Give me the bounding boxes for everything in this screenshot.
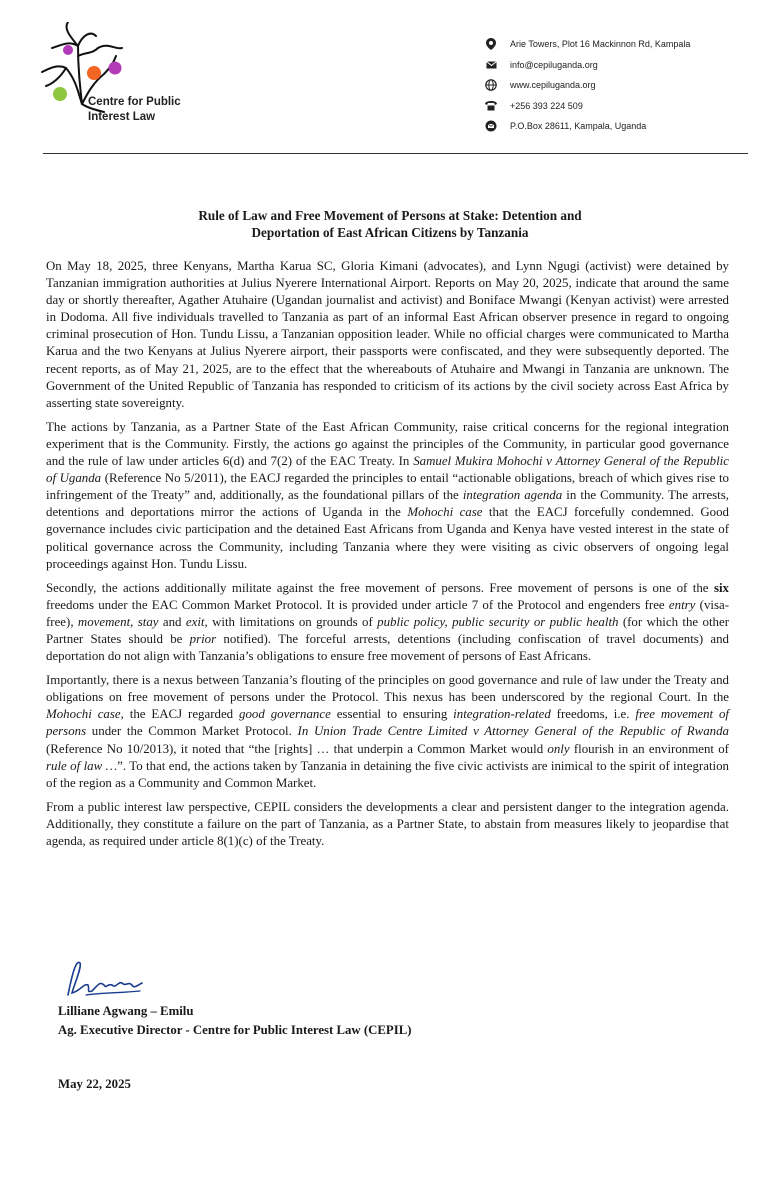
- term-rule-of-law: rule of law …: [46, 758, 118, 773]
- p2-text-c: (Reference No 5/2011), the EACJ regarded the principles to entail “actionable obligations, breach of which gives rise to infringement of the Treaty” and, additionally, as the foundational pillars of the: [46, 471, 729, 503]
- term-good-governance: good governance: [239, 707, 331, 722]
- p3-text-e: (visa-free),: [46, 597, 729, 629]
- p3-text-a: Secondly, the actions additionally militate against the free movement of persons. Free movement of persons is one of the: [46, 580, 714, 595]
- contact-address-text: Arie Towers, Plot 16 Mackinnon Rd, Kampala: [510, 39, 691, 50]
- term-mohochi-case: Mohochi case: [407, 505, 483, 520]
- p3-text-k: (for which the other Partner States should be: [46, 614, 729, 646]
- contact-email-text[interactable]: info@cepiluganda.org: [510, 59, 598, 70]
- document-date: May 22, 2025: [58, 1077, 131, 1091]
- term-integration-agenda: integration agenda: [462, 488, 563, 503]
- paragraph-4: [46, 672, 729, 792]
- document-title-line1: Rule of Law and Free Movement of Persons at Stake: Detention and: [198, 208, 582, 223]
- contact-address: [485, 34, 690, 55]
- case-name-union-trade: In Union Trade Centre Limited v Attorney General of the Republic of Rwanda: [297, 724, 729, 739]
- mailbox-icon: [485, 120, 497, 132]
- contact-block: [485, 34, 690, 137]
- case-name-mohochi: Samuel Mukira Mohochi v Attorney General of the Republic of Uganda: [46, 454, 729, 486]
- contact-pobox: [485, 116, 690, 137]
- handwritten-signature: [58, 955, 148, 1001]
- p2-text-e: in the Community. The arrests, detentions and deportations mirror the actions of Uganda in the: [46, 488, 729, 520]
- document-title-line2: Deportation of East African Citizens by Tanzania: [251, 225, 529, 240]
- term-mohochi-case-2: Mohochi case: [46, 707, 121, 722]
- term-prior: prior: [189, 631, 217, 646]
- signatory-role: Ag. Executive Director - Centre for Public Interest Law (CEPIL): [58, 1023, 412, 1037]
- p2-text-g: that the EACJ forcefully condemned. Good governance includes civic participation and the detained East Africans from Uganda and Kenya have vested interest in the state of political governance across the Community, including Tanzania where they were visiting as civic observers of ongoing legal proceedings against Hon. Tundu Lissu.: [46, 505, 729, 571]
- term-six: six: [713, 580, 729, 595]
- org-name-line1: Centre for Public: [88, 96, 181, 108]
- location-pin-icon: [485, 38, 497, 50]
- term-public-policy: public policy, public security or public health: [377, 614, 619, 629]
- term-free-movement: free movement of persons: [46, 707, 730, 739]
- p4-text-c: , the EACJ regarded: [120, 707, 240, 722]
- term-exit: exit: [185, 614, 205, 629]
- p4-text-m: flourish in an environment of: [569, 741, 729, 756]
- paragraph-2: [46, 419, 729, 573]
- document-title: [60, 207, 720, 241]
- document-body: [46, 258, 729, 857]
- contact-website-text[interactable]: www.cepiluganda.org: [510, 80, 596, 91]
- p4-text-k: (Reference No 10/2013), it noted that “the [rights] … that underpin a Common Market would: [46, 741, 548, 756]
- contact-pobox-text: P.O.Box 28611, Kampala, Uganda: [510, 121, 647, 132]
- p3-text-m: notified). The forceful arrests, detentions (including confiscation of travel documents) and deportation do not align with Tanzania’s obligations to ensure free movement of persons of East Africans.: [46, 631, 729, 664]
- contact-phone-text: +256 393 224 509: [510, 100, 583, 111]
- p2-text-a: The actions by Tanzania, as a Partner State of the East African Community, raise critical concerns for the regional integration experiment that is the Community. Firstly, the actions go against the principles of the Community, in particular good governance and the rule of law under articles 6(d) and 7(2) of the EAC Treaty. In: [46, 419, 729, 469]
- signatory-name: Lilliane Agwang – Emilu: [58, 1004, 194, 1018]
- paragraph-1: On May 18, 2025, three Kenyans, Martha Karua SC, Gloria Kimani (advocates), and Lynn Ngugi (activist) were detained by Tanzanian immigration authorities at Julius Nyerere International Airport. Reports on May 20, 2025, indicate that around the same day or shortly thereafter, Agather Atuhaire (Ugandan journalist and activist) and Boniface Mwangi (Kenyan activist) were arrested in Dodoma. All five individuals travelled to Tanzania as part of an informal East African observer presence in regard to ongoing criminal prosecution of Hon. Tundu Lissu, a Tanzanian opposition leader. While no official charges were communicated to Martha Karua and the two Kenyans at Julius Nyerere airport, their passports were confiscated, and they were subsequently deported. The recent reports, as of May 21, 2025, are to the effect that the whereabouts of Atuhaire and Mwangi in Tanzania are unknown. The Government of the United Republic of Tanzania has responded to criticism of its actions by the civil society across East Africa by asserting state sovereignty.: [46, 259, 729, 410]
- email-icon: [485, 59, 497, 71]
- p4-text-g: freedoms, i.e.: [550, 707, 636, 722]
- org-name: [88, 95, 181, 125]
- term-entry: entry: [668, 597, 696, 612]
- header-divider: [43, 153, 748, 154]
- p4-text-e: essential to ensuring: [330, 707, 454, 722]
- globe-icon: [485, 79, 497, 91]
- phone-icon: [485, 100, 497, 112]
- contact-email: [485, 55, 690, 76]
- p3-text-i: , with limitations on grounds of: [204, 614, 378, 629]
- p3-text-c: freedoms under the EAC Common Market Protocol. It is provided under article 7 of the Protocol and engenders free: [46, 597, 669, 612]
- paragraph-3: [46, 580, 729, 665]
- term-integration-related: integration-related: [453, 707, 551, 722]
- p4-text-i: under the Common Market Protocol.: [86, 724, 298, 739]
- org-name-line2: Interest Law: [88, 111, 156, 123]
- term-movement-stay: movement, stay: [77, 614, 159, 629]
- p4-text-a: Importantly, there is a nexus between Tanzania’s flouting of the principles on good governance and rule of law under the Treaty and obligations on free movement of persons under the Protocol. This nexus has been underscored by the regional Court. In the: [46, 673, 729, 705]
- contact-website: [485, 75, 690, 96]
- p3-text-g: and: [158, 614, 186, 629]
- p4-text-o: ”. To that end, the actions taken by Tanzania in detaining the five civic activists are inimical to the spirit of integration of the region as a Community and Common Market.: [46, 758, 729, 790]
- term-only: only: [547, 741, 570, 756]
- paragraph-5: From a public interest law perspective, CEPIL considers the developments a clear and persistent danger to the integration agenda. Additionally, they constitute a failure on the part of Tanzania, as a Partner State, to abstain from measures likely to jeopardise that agenda, as required under article 8(1)(c) of the Treaty.: [46, 799, 729, 848]
- contact-phone: [485, 96, 690, 117]
